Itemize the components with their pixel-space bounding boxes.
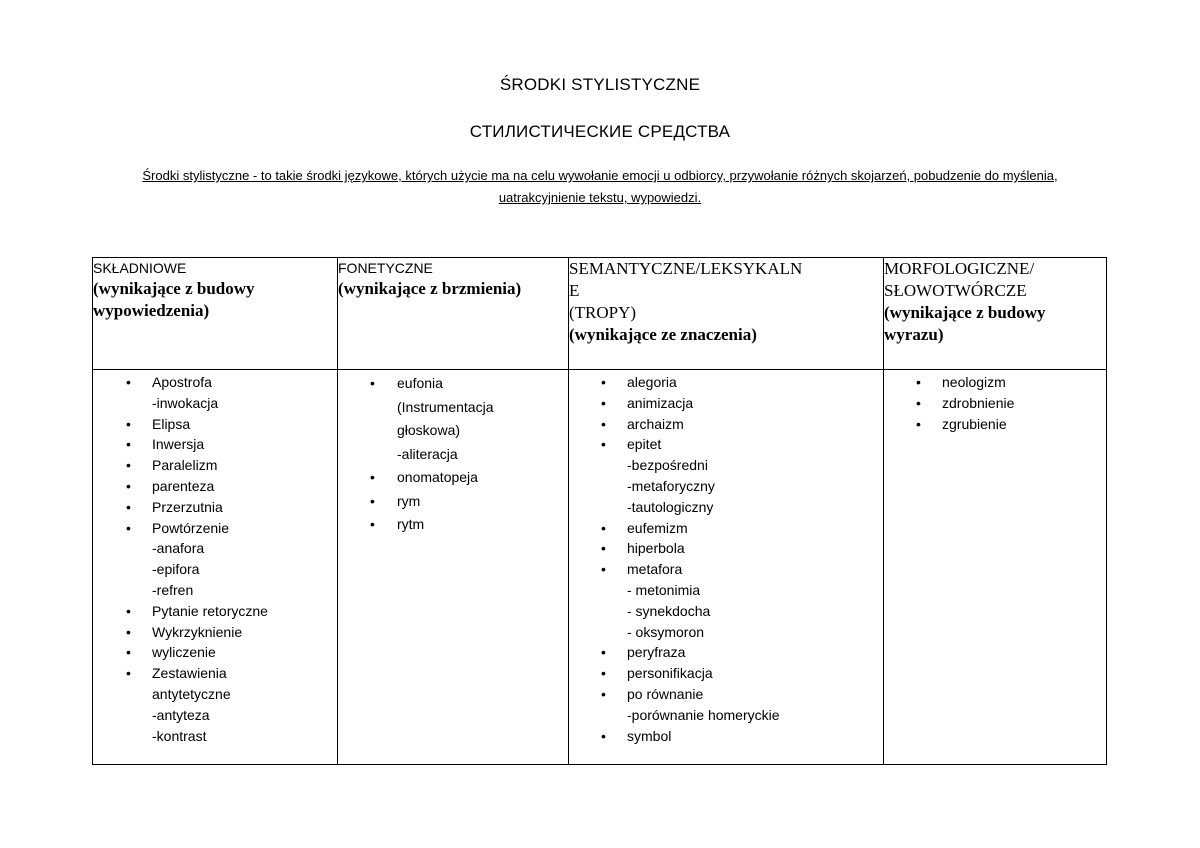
sub-list-item: - synekdocha	[627, 602, 711, 619]
sub-list-item: -aliteracja	[397, 445, 458, 462]
column-heading: FONETYCZNE	[338, 260, 433, 276]
column-heading-line2: E	[569, 281, 580, 300]
table-header-row	[93, 258, 1107, 370]
device-list	[338, 370, 568, 537]
list-item: • Zestawienia	[93, 663, 337, 684]
list-item: • personifikacja	[569, 663, 883, 684]
body-cell-morfologiczne	[884, 370, 1107, 765]
list-item: • alegoria	[569, 372, 883, 393]
header-cell-skladniowe	[93, 258, 338, 370]
list-item: • Paralelizm	[93, 455, 337, 476]
sub-list-item: -anafora	[152, 540, 205, 557]
list-item: • parenteza	[93, 476, 337, 497]
column-subheading: (wynikające z budowy wyrazu)	[884, 303, 1046, 344]
list-item: • neologizm	[884, 372, 1106, 393]
header-cell-morfologiczne	[884, 258, 1107, 370]
sub-list-item: -epifora	[152, 561, 200, 578]
list-item: • rym	[338, 490, 568, 514]
list-item: • symbol	[569, 726, 883, 747]
column-heading-line1: MORFOLOGICZNE/	[884, 259, 1035, 278]
column-heading-line1: SEMANTYCZNE/LEKSYKALN	[569, 259, 803, 278]
list-item: • wyliczenie	[93, 642, 337, 663]
sub-list-item: -antyteza	[152, 706, 210, 723]
list-item: • eufemizm	[569, 518, 883, 539]
list-item: • animizacja	[569, 393, 883, 414]
list-item: • Inwersja	[93, 434, 337, 455]
sub-list-item: -metaforyczny	[627, 477, 715, 494]
header-cell-fonetyczne	[338, 258, 569, 370]
list-item: • peryfraza	[569, 642, 883, 663]
list-item: • hiperbola	[569, 538, 883, 559]
sub-list-item: (Instrumentacja	[397, 398, 494, 415]
intro-paragraph: Środki stylistyczne - to takie środki językowe, których użycie ma na celu wywołanie emocji u odbiorcy, przywołanie różnych skojarzeń, pobudzenie do myślenia, uatrakcyjnienie tekstu, wypowiedzi.	[142, 168, 1058, 205]
sub-list-item: -kontrast	[152, 727, 207, 744]
list-item: • epitet	[569, 434, 883, 455]
sub-list-item: antytetyczne	[152, 685, 231, 702]
body-cell-fonetyczne	[338, 370, 569, 765]
stylistic-devices-table	[92, 257, 1107, 765]
list-item: • Powtórzenie	[93, 518, 337, 539]
device-list	[569, 370, 883, 746]
sub-list-item: -tautologiczny	[627, 498, 714, 515]
list-item: • onomatopeja	[338, 466, 568, 490]
body-cell-skladniowe	[93, 370, 338, 765]
list-item: • metafora	[569, 559, 883, 580]
list-item: • zdrobnienie	[884, 393, 1106, 414]
list-item: • eufonia	[338, 372, 568, 396]
sub-list-item: -porównanie homeryckie	[627, 706, 780, 723]
table-body-row	[93, 370, 1107, 765]
sub-list-item: - metonimia	[627, 581, 701, 598]
list-item: • zgrubienie	[884, 414, 1106, 435]
sub-list-item: -bezpośredni	[627, 457, 708, 474]
list-item: • rytm	[338, 513, 568, 537]
list-item: • Apostrofa	[93, 372, 337, 393]
list-item: • po równanie	[569, 684, 883, 705]
list-item: • Elipsa	[93, 414, 337, 435]
header-cell-semantyczne	[569, 258, 884, 370]
column-heading-line2: SŁOWOTWÓRCZE	[884, 281, 1027, 300]
list-item: • Przerzutnia	[93, 497, 337, 518]
sub-list-item: -refren	[152, 581, 194, 598]
list-item: • Wykrzyknienie	[93, 622, 337, 643]
column-heading: SKŁADNIOWE	[93, 260, 187, 276]
column-subheading: (wynikające z budowy wypowiedzenia)	[93, 279, 255, 320]
document-subtitle: СТИЛИСТИЧЕСКИЕ СРЕДСТВА	[469, 122, 731, 141]
device-list	[93, 370, 337, 746]
column-subheading: (wynikające z brzmienia)	[338, 279, 522, 298]
sub-list-item: -inwokacja	[152, 394, 219, 411]
document-title: ŚRODKI STYLISTYCZNE	[499, 75, 701, 94]
device-list	[884, 370, 1106, 434]
sub-list-item: - oksymoron	[627, 623, 705, 640]
body-cell-semantyczne	[569, 370, 884, 765]
list-item: • Pytanie retoryczne	[93, 601, 337, 622]
list-item: • archaizm	[569, 414, 883, 435]
column-subheading: (wynikające ze znaczenia)	[569, 325, 757, 344]
sub-list-item: głoskowa)	[397, 422, 461, 438]
column-heading-line3: (TROPY)	[569, 303, 637, 322]
